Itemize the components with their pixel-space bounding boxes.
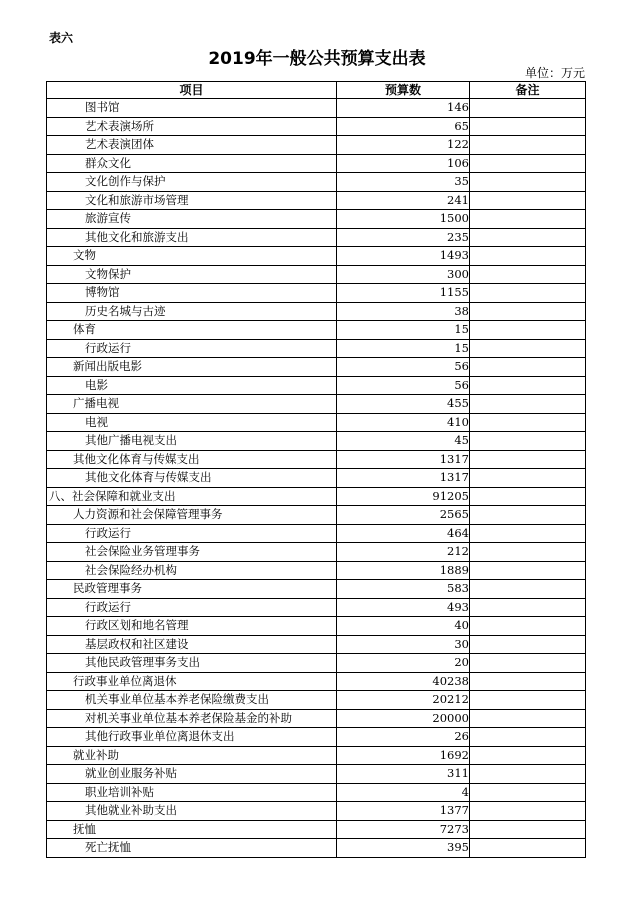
table-row [47, 617, 586, 636]
table-row [47, 173, 586, 192]
cell-note [470, 284, 586, 303]
table-row [47, 709, 586, 728]
cell-item: 其他文化体育与传媒支出 [47, 469, 337, 488]
cell-amount: 122 [337, 136, 470, 155]
cell-amount: 2565 [337, 506, 470, 525]
cell-amount: 26 [337, 728, 470, 747]
cell-note [470, 432, 586, 451]
cell-amount: 493 [337, 598, 470, 617]
cell-amount: 455 [337, 395, 470, 414]
table-row [47, 413, 586, 432]
table-row [47, 783, 586, 802]
cell-amount: 311 [337, 765, 470, 784]
cell-amount: 4 [337, 783, 470, 802]
cell-item: 其他行政事业单位离退休支出 [47, 728, 337, 747]
cell-note [470, 99, 586, 118]
cell-amount: 395 [337, 839, 470, 858]
cell-amount: 1889 [337, 561, 470, 580]
table-row [47, 839, 586, 858]
cell-amount: 1317 [337, 450, 470, 469]
cell-amount: 1500 [337, 210, 470, 229]
table-row [47, 543, 586, 562]
unit-label: 单位：万元 [524, 66, 585, 80]
table-row [47, 395, 586, 414]
cell-item: 抚恤 [47, 820, 337, 839]
cell-amount: 1377 [337, 802, 470, 821]
cell-note [470, 802, 586, 821]
cell-amount: 15 [337, 321, 470, 340]
cell-note [470, 302, 586, 321]
cell-note [470, 765, 586, 784]
cell-amount: 1692 [337, 746, 470, 765]
table-number: 表六 [49, 31, 74, 45]
cell-item: 行政事业单位离退休 [47, 672, 337, 691]
cell-item: 机关事业单位基本养老保险缴费支出 [47, 691, 337, 710]
table-row [47, 691, 586, 710]
cell-item: 其他文化和旅游支出 [47, 228, 337, 247]
budget-table [46, 81, 586, 858]
table-row [47, 728, 586, 747]
cell-note [470, 839, 586, 858]
page-title: 2019年一般公共预算支出表 [208, 49, 426, 69]
cell-note [470, 524, 586, 543]
cell-item: 行政运行 [47, 524, 337, 543]
cell-note [470, 561, 586, 580]
cell-note [470, 358, 586, 377]
cell-item: 社会保险经办机构 [47, 561, 337, 580]
cell-item: 文物保护 [47, 265, 337, 284]
cell-amount: 35 [337, 173, 470, 192]
table-row [47, 598, 586, 617]
cell-item: 文化创作与保护 [47, 173, 337, 192]
cell-item: 旅游宣传 [47, 210, 337, 229]
cell-item: 文化和旅游市场管理 [47, 191, 337, 210]
cell-amount: 40 [337, 617, 470, 636]
cell-amount: 1155 [337, 284, 470, 303]
table-row [47, 376, 586, 395]
table-row [47, 247, 586, 266]
cell-note [470, 191, 586, 210]
table-row [47, 765, 586, 784]
table-row [47, 820, 586, 839]
cell-note [470, 654, 586, 673]
cell-note [470, 247, 586, 266]
cell-item: 新闻出版电影 [47, 358, 337, 377]
cell-item: 行政运行 [47, 598, 337, 617]
cell-amount: 1317 [337, 469, 470, 488]
table-row [47, 339, 586, 358]
table-row [47, 99, 586, 118]
cell-amount: 56 [337, 376, 470, 395]
cell-item: 历史名城与古迹 [47, 302, 337, 321]
cell-note [470, 136, 586, 155]
cell-item: 八、社会保障和就业支出 [47, 487, 337, 506]
cell-amount: 106 [337, 154, 470, 173]
cell-note [470, 154, 586, 173]
cell-item: 死亡抚恤 [47, 839, 337, 858]
cell-note [470, 210, 586, 229]
cell-item: 艺术表演场所 [47, 117, 337, 136]
table-row [47, 635, 586, 654]
column-header-item: 项目 [47, 82, 337, 99]
cell-item: 行政区划和地名管理 [47, 617, 337, 636]
table-row [47, 228, 586, 247]
table-row [47, 580, 586, 599]
table-row [47, 117, 586, 136]
cell-amount: 212 [337, 543, 470, 562]
table-row [47, 561, 586, 580]
cell-item: 行政运行 [47, 339, 337, 358]
cell-amount: 56 [337, 358, 470, 377]
cell-amount: 1493 [337, 247, 470, 266]
cell-item: 体育 [47, 321, 337, 340]
cell-amount: 38 [337, 302, 470, 321]
table-row [47, 284, 586, 303]
cell-amount: 146 [337, 99, 470, 118]
cell-note [470, 339, 586, 358]
table-row [47, 450, 586, 469]
table-row [47, 432, 586, 451]
cell-amount: 7273 [337, 820, 470, 839]
cell-note [470, 820, 586, 839]
cell-note [470, 691, 586, 710]
table-row [47, 265, 586, 284]
cell-note [470, 543, 586, 562]
cell-item: 就业补助 [47, 746, 337, 765]
cell-note [470, 728, 586, 747]
cell-note [470, 117, 586, 136]
table-row [47, 154, 586, 173]
cell-item: 图书馆 [47, 99, 337, 118]
cell-note [470, 395, 586, 414]
cell-note [470, 746, 586, 765]
cell-note [470, 487, 586, 506]
cell-amount: 91205 [337, 487, 470, 506]
cell-note [470, 783, 586, 802]
table-row [47, 358, 586, 377]
cell-item: 其他民政管理事务支出 [47, 654, 337, 673]
cell-note [470, 635, 586, 654]
cell-note [470, 321, 586, 340]
cell-item: 其他广播电视支出 [47, 432, 337, 451]
cell-note [470, 506, 586, 525]
cell-note [470, 617, 586, 636]
cell-note [470, 469, 586, 488]
cell-note [470, 709, 586, 728]
table-row [47, 524, 586, 543]
table-header-row [47, 82, 586, 99]
table-row [47, 487, 586, 506]
table-body [47, 99, 586, 858]
cell-item: 文物 [47, 247, 337, 266]
table-row [47, 672, 586, 691]
cell-amount: 583 [337, 580, 470, 599]
cell-item: 电影 [47, 376, 337, 395]
cell-item: 基层政权和社区建设 [47, 635, 337, 654]
cell-amount: 20000 [337, 709, 470, 728]
table-row [47, 136, 586, 155]
cell-amount: 20212 [337, 691, 470, 710]
cell-note [470, 173, 586, 192]
cell-item: 人力资源和社会保障管理事务 [47, 506, 337, 525]
table-row [47, 321, 586, 340]
cell-amount: 464 [337, 524, 470, 543]
cell-amount: 235 [337, 228, 470, 247]
cell-item: 电视 [47, 413, 337, 432]
cell-amount: 20 [337, 654, 470, 673]
cell-item: 博物馆 [47, 284, 337, 303]
table-row [47, 654, 586, 673]
cell-note [470, 672, 586, 691]
column-header-note: 备注 [470, 82, 586, 99]
table-row [47, 746, 586, 765]
table-row [47, 302, 586, 321]
cell-note [470, 598, 586, 617]
cell-amount: 300 [337, 265, 470, 284]
cell-amount: 40238 [337, 672, 470, 691]
cell-amount: 241 [337, 191, 470, 210]
cell-item: 对机关事业单位基本养老保险基金的补助 [47, 709, 337, 728]
cell-item: 其他文化体育与传媒支出 [47, 450, 337, 469]
cell-note [470, 450, 586, 469]
cell-amount: 65 [337, 117, 470, 136]
table-row [47, 191, 586, 210]
column-header-amount: 预算数 [337, 82, 470, 99]
cell-item: 艺术表演团体 [47, 136, 337, 155]
cell-note [470, 580, 586, 599]
table-row [47, 802, 586, 821]
cell-note [470, 413, 586, 432]
table-row [47, 210, 586, 229]
cell-item: 广播电视 [47, 395, 337, 414]
cell-item: 其他就业补助支出 [47, 802, 337, 821]
cell-item: 职业培训补贴 [47, 783, 337, 802]
cell-item: 群众文化 [47, 154, 337, 173]
cell-note [470, 376, 586, 395]
cell-item: 就业创业服务补贴 [47, 765, 337, 784]
cell-amount: 45 [337, 432, 470, 451]
table-row [47, 506, 586, 525]
cell-item: 民政管理事务 [47, 580, 337, 599]
cell-amount: 15 [337, 339, 470, 358]
cell-amount: 30 [337, 635, 470, 654]
cell-note [470, 228, 586, 247]
cell-amount: 410 [337, 413, 470, 432]
cell-note [470, 265, 586, 284]
table-row [47, 469, 586, 488]
cell-item: 社会保险业务管理事务 [47, 543, 337, 562]
